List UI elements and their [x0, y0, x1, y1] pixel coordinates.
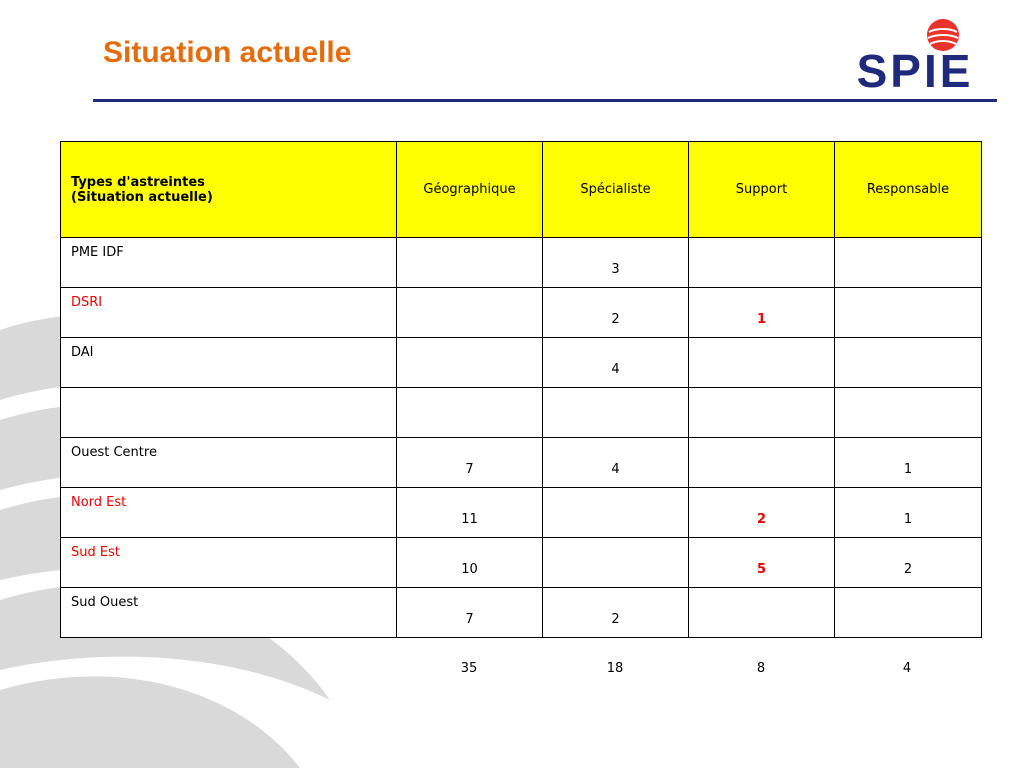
cell-support: 5 [689, 538, 835, 588]
slide-title: Situation actuelle [103, 36, 352, 69]
row-name [61, 388, 397, 438]
cell-geo [397, 238, 543, 288]
row-name: Sud Ouest [61, 588, 397, 638]
table-row [61, 438, 982, 488]
cell-spec: 3 [543, 238, 689, 288]
cell-support: 2 [689, 488, 835, 538]
header-geographique: Géographique [397, 142, 543, 238]
cell-geo: 7 [397, 588, 543, 638]
cell-resp [835, 388, 982, 438]
table-row-empty [61, 388, 982, 438]
cell-geo: 10 [397, 538, 543, 588]
cell-support [689, 588, 835, 638]
header-types-line1: Types d'astreintes [71, 174, 205, 190]
row-name: Sud Est [61, 538, 397, 588]
cell-resp [835, 238, 982, 288]
cell-spec: 2 [543, 588, 689, 638]
cell-support [689, 438, 835, 488]
cell-spec [543, 488, 689, 538]
cell-resp [835, 338, 982, 388]
table-header-row [61, 142, 982, 238]
total-spec: 18 [606, 661, 624, 676]
totals-row [0, 661, 1024, 681]
table-row [61, 538, 982, 588]
cell-support [689, 338, 835, 388]
total-support: 8 [756, 661, 766, 676]
cell-spec: 4 [543, 338, 689, 388]
cell-spec: 4 [543, 438, 689, 488]
cell-resp [835, 588, 982, 638]
cell-spec: 2 [543, 288, 689, 338]
row-name: Ouest Centre [61, 438, 397, 488]
cell-geo: 7 [397, 438, 543, 488]
table-row [61, 288, 982, 338]
row-name: Nord Est [61, 488, 397, 538]
header-types-line2: (Situation actuelle) [71, 189, 213, 205]
cell-spec [543, 538, 689, 588]
header-specialiste: Spécialiste [543, 142, 689, 238]
total-geo: 35 [460, 661, 478, 676]
table-row [61, 238, 982, 288]
row-name: DSRI [61, 288, 397, 338]
logo-wordmark: SPIE [856, 45, 974, 97]
cell-support [689, 388, 835, 438]
table-row [61, 588, 982, 638]
total-resp: 4 [902, 661, 912, 676]
cell-resp [835, 288, 982, 338]
spie-logo [830, 18, 1000, 96]
table-row [61, 338, 982, 388]
cell-support: 1 [689, 288, 835, 338]
astreintes-table [60, 141, 982, 638]
cell-geo [397, 288, 543, 338]
cell-geo: 11 [397, 488, 543, 538]
row-name: DAI [61, 338, 397, 388]
row-name: PME IDF [61, 238, 397, 288]
header-support: Support [689, 142, 835, 238]
cell-geo [397, 338, 543, 388]
cell-resp: 1 [835, 438, 982, 488]
cell-support [689, 238, 835, 288]
header-types [61, 142, 397, 238]
cell-resp: 2 [835, 538, 982, 588]
header-responsable: Responsable [835, 142, 982, 238]
table-row [61, 488, 982, 538]
title-divider [93, 99, 997, 102]
cell-resp: 1 [835, 488, 982, 538]
cell-spec [543, 388, 689, 438]
cell-geo [397, 388, 543, 438]
